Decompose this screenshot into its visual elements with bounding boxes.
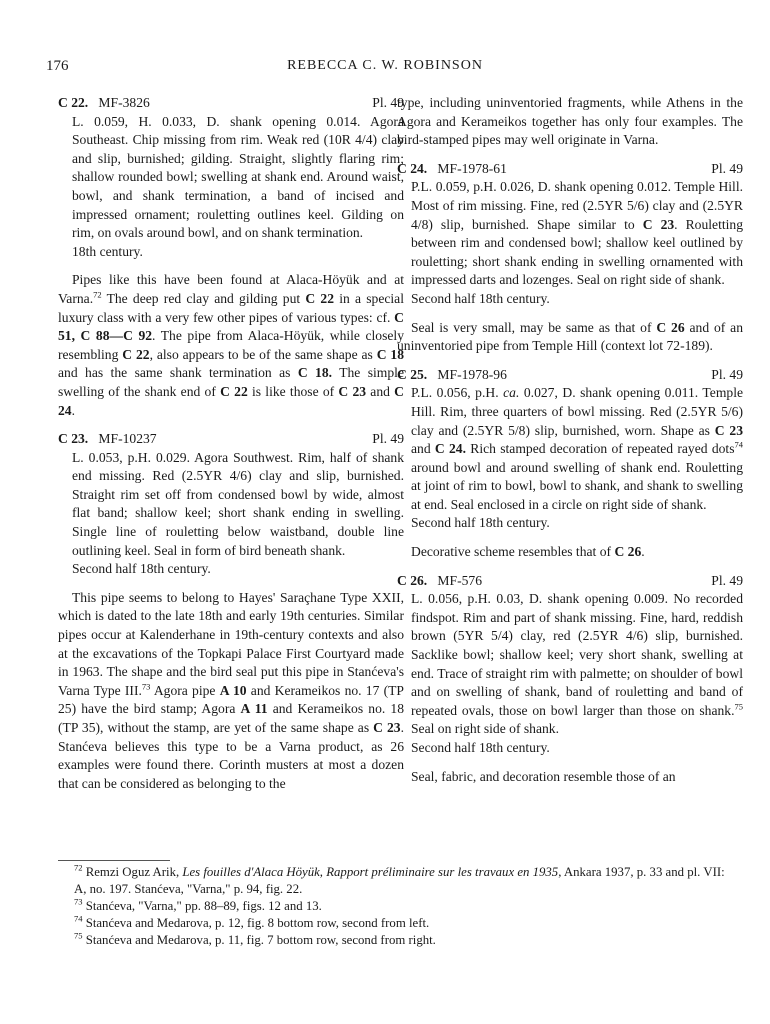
left-column [58,94,404,803]
inventory-number: MF-1978-96 [437,366,507,382]
inventory-number: MF-3826 [98,95,150,110]
entry-description: L. 0.053, p.H. 0.029. Agora Southwest. Rim, half of shank end missing. Red (2.5YR 4/6) clay and slip, burnished. Straight rim set off from condensed bowl by wide, almost flat band; shallow keel; short shank ending in swelling. Single line of rouletting below waistband, double line outlining keel. Seal in form of bird beneath shank. [72,449,404,558]
catalog-entry-c22 [58,94,404,261]
entry-heading [58,94,404,113]
entry-date: 18th century. [72,243,143,259]
continued-paragraph: type, including uninventoried fragments, while Athens in the Agora and Kerameikos together has only four examples. The bird-stamped pipes may well originate in Varna. [397,95,743,148]
entry-heading [58,430,404,449]
catalog-entry-c24 [397,160,743,309]
entry-id: C 23. [58,431,89,447]
plate-reference: Pl. 49 [372,95,404,110]
entry-heading [397,160,743,179]
catalog-entry-c23 [58,430,404,579]
entry-id: C 24. [397,160,428,176]
entry-heading [397,366,743,385]
plate-reference: Pl. 49 [711,160,743,176]
footnote-75: $^{75}$ Stanćeva and Medarova, p. 11, fig. 7 bottom row, second from right. [74,930,436,947]
discussion-paragraph: Decorative scheme resembles that of C 26. [411,544,645,560]
footnote-divider [58,860,170,861]
footnote-ref: 72 [93,289,102,300]
discussion-paragraph: Seal is very small, may be same as that of C 26 and of an uninventoried pipe from Temple Hill (context lot 72-189). [397,319,744,354]
entry-id: C 25. [397,366,428,382]
entry-description: L. 0.059, H. 0.033, D. shank opening 0.014. Agora Southeast. Chip missing from rim. Weak red (10R 4/4) clay and slip, burnished; gilding. Straight, slightly flaring rim; shallow rounded bowl; swelling at shank end. Around waist, bowl, and shank termination, a band of incised and impressed ornament; rouletting outlines keel. Gilding on rim, on ovals around bowl, and on shank termination. [72,113,404,241]
entry-date: Second half 18th century. [72,561,211,577]
entry-date: Second half 18th century. [411,290,550,306]
discussion-paragraph: This pipe seems to belong to Hayes' Saraçhane Type XXII, which is dated to the late 18th and early 19th centuries. Similar pipes occur at Kalenderhane in 19th-century contexts and also at the excavations of the Topkapi Palace First Courtyard made in 1963. The shape and the bird seal put this pipe in Stanćeva's Varna Type III.$^{73}$ Agora pipe A 10 and Kerameikos no. 17 (TP 25) have the bird stamp; Agora A 11 and Kerameikos no. 18 (TP 35), without the stamp, are yet of the same shape as C 23. Stanćeva believes this type to be a Varna product, as 26 examples were found there. Corinth musters at most a dozen that can be considered as belonging to the [58,589,404,791]
right-column [397,94,743,796]
discussion-paragraph: Pipes like this have been found at Alaca-Höyük and at Varna.$^{72}$ The deep red clay and gilding put C 22 in a special luxury class with a very few other pipes of various types: cf. C 51, C 88—C 92. The pipe from Alaca-Höyük, while closely resembling C 22, also appears to be of the same shape as C 18 and has the same shank termination as C 18. The simple swelling of the shank end of C 22 is like those of C 23 and C 24. [58,272,404,418]
plate-reference: Pl. 49 [372,431,404,447]
page-number: 176 [46,58,69,74]
plate-reference: Pl. 49 [711,366,743,382]
entry-description: P.L. 0.059, p.H. 0.026, D. shank opening 0.012. Temple Hill. Most of rim missing. Fine, red (2.5YR 5/6) clay and (2.5YR 4/8) slip, burnished. Shape similar to C 23. Rouletting between rim and condensed bowl; shallow keel outlined by rouletting; short shank ending in swelling ornamented with impressed darts and lozenges. Seal on right side of shank. [411,179,744,288]
footnote-72: $^{72}$ Remzi Oguz Arik, Les fouilles d'Alaca Höyük, Rapport préliminaire sur les travaux en 1935, Ankara 1937, p. 33 and pl. VII: A, no. 197. Stanćeva, "Varna," p. 94, fig. 22. [74,862,725,896]
inventory-number: MF-10237 [98,431,157,447]
inventory-number: MF-576 [437,572,482,588]
entry-description: P.L. 0.056, p.H. ca. 0.027, D. shank opening 0.011. Temple Hill. Rim, three quarters of bowl missing. Red (2.5YR 5/6) clay and (2.5YR 5/8) slip, burnished, worn. Shape as C 23 and C 24. Rich stamped decoration of repeated rayed dots$^{74}$ around bowl and around swelling of shank end. Rouletting at joint of rim to bowl, bowl to shank, and shank to swelling at end. Seal enclosed in a circle on right side of shank. [411,385,744,512]
entry-description: L. 0.056, p.H. 0.03, D. shank opening 0.009. No recorded findspot. Rim and part of shank missing. Fine, hard, reddish brown (5YR 5/4) clay, red (2.5YR 4/6) slip, burnished. Sacklike bowl; shallow keel; very short shank, swelling at end. Trace of straight rim with palmette; on shoulder of bowl and on swelling of shank, band of rouletting and band of repeated ovals, those on bowl larger than those on shank.$^{75}$ Seal on right side of shank. [411,591,743,737]
entry-id: C 26. [397,572,428,588]
footnotes [58,864,738,949]
entry-id: C 22. [58,95,89,110]
plate-reference: Pl. 49 [711,572,743,588]
catalog-entry-c25 [397,366,743,533]
discussion-paragraph: Seal, fabric, and decoration resemble those of an [411,768,676,784]
footnote-73: $^{73}$ Stanćeva, "Varna," pp. 88–89, figs. 12 and 13. [74,896,322,913]
entry-date: Second half 18th century. [411,740,550,755]
footnote-ref: 74 [734,439,743,450]
footnote-ref: 75 [734,701,743,712]
inventory-number: MF-1978-61 [437,160,507,176]
entry-heading [397,572,743,591]
footnote-74: $^{74}$ Stanćeva and Medarova, p. 12, fig. 8 bottom row, second from left. [74,913,430,930]
running-head: REBECCA C. W. ROBINSON [287,58,483,73]
catalog-entry-c26 [397,572,743,758]
entry-date: Second half 18th century. [411,515,550,531]
footnote-ref: 73 [141,681,151,692]
